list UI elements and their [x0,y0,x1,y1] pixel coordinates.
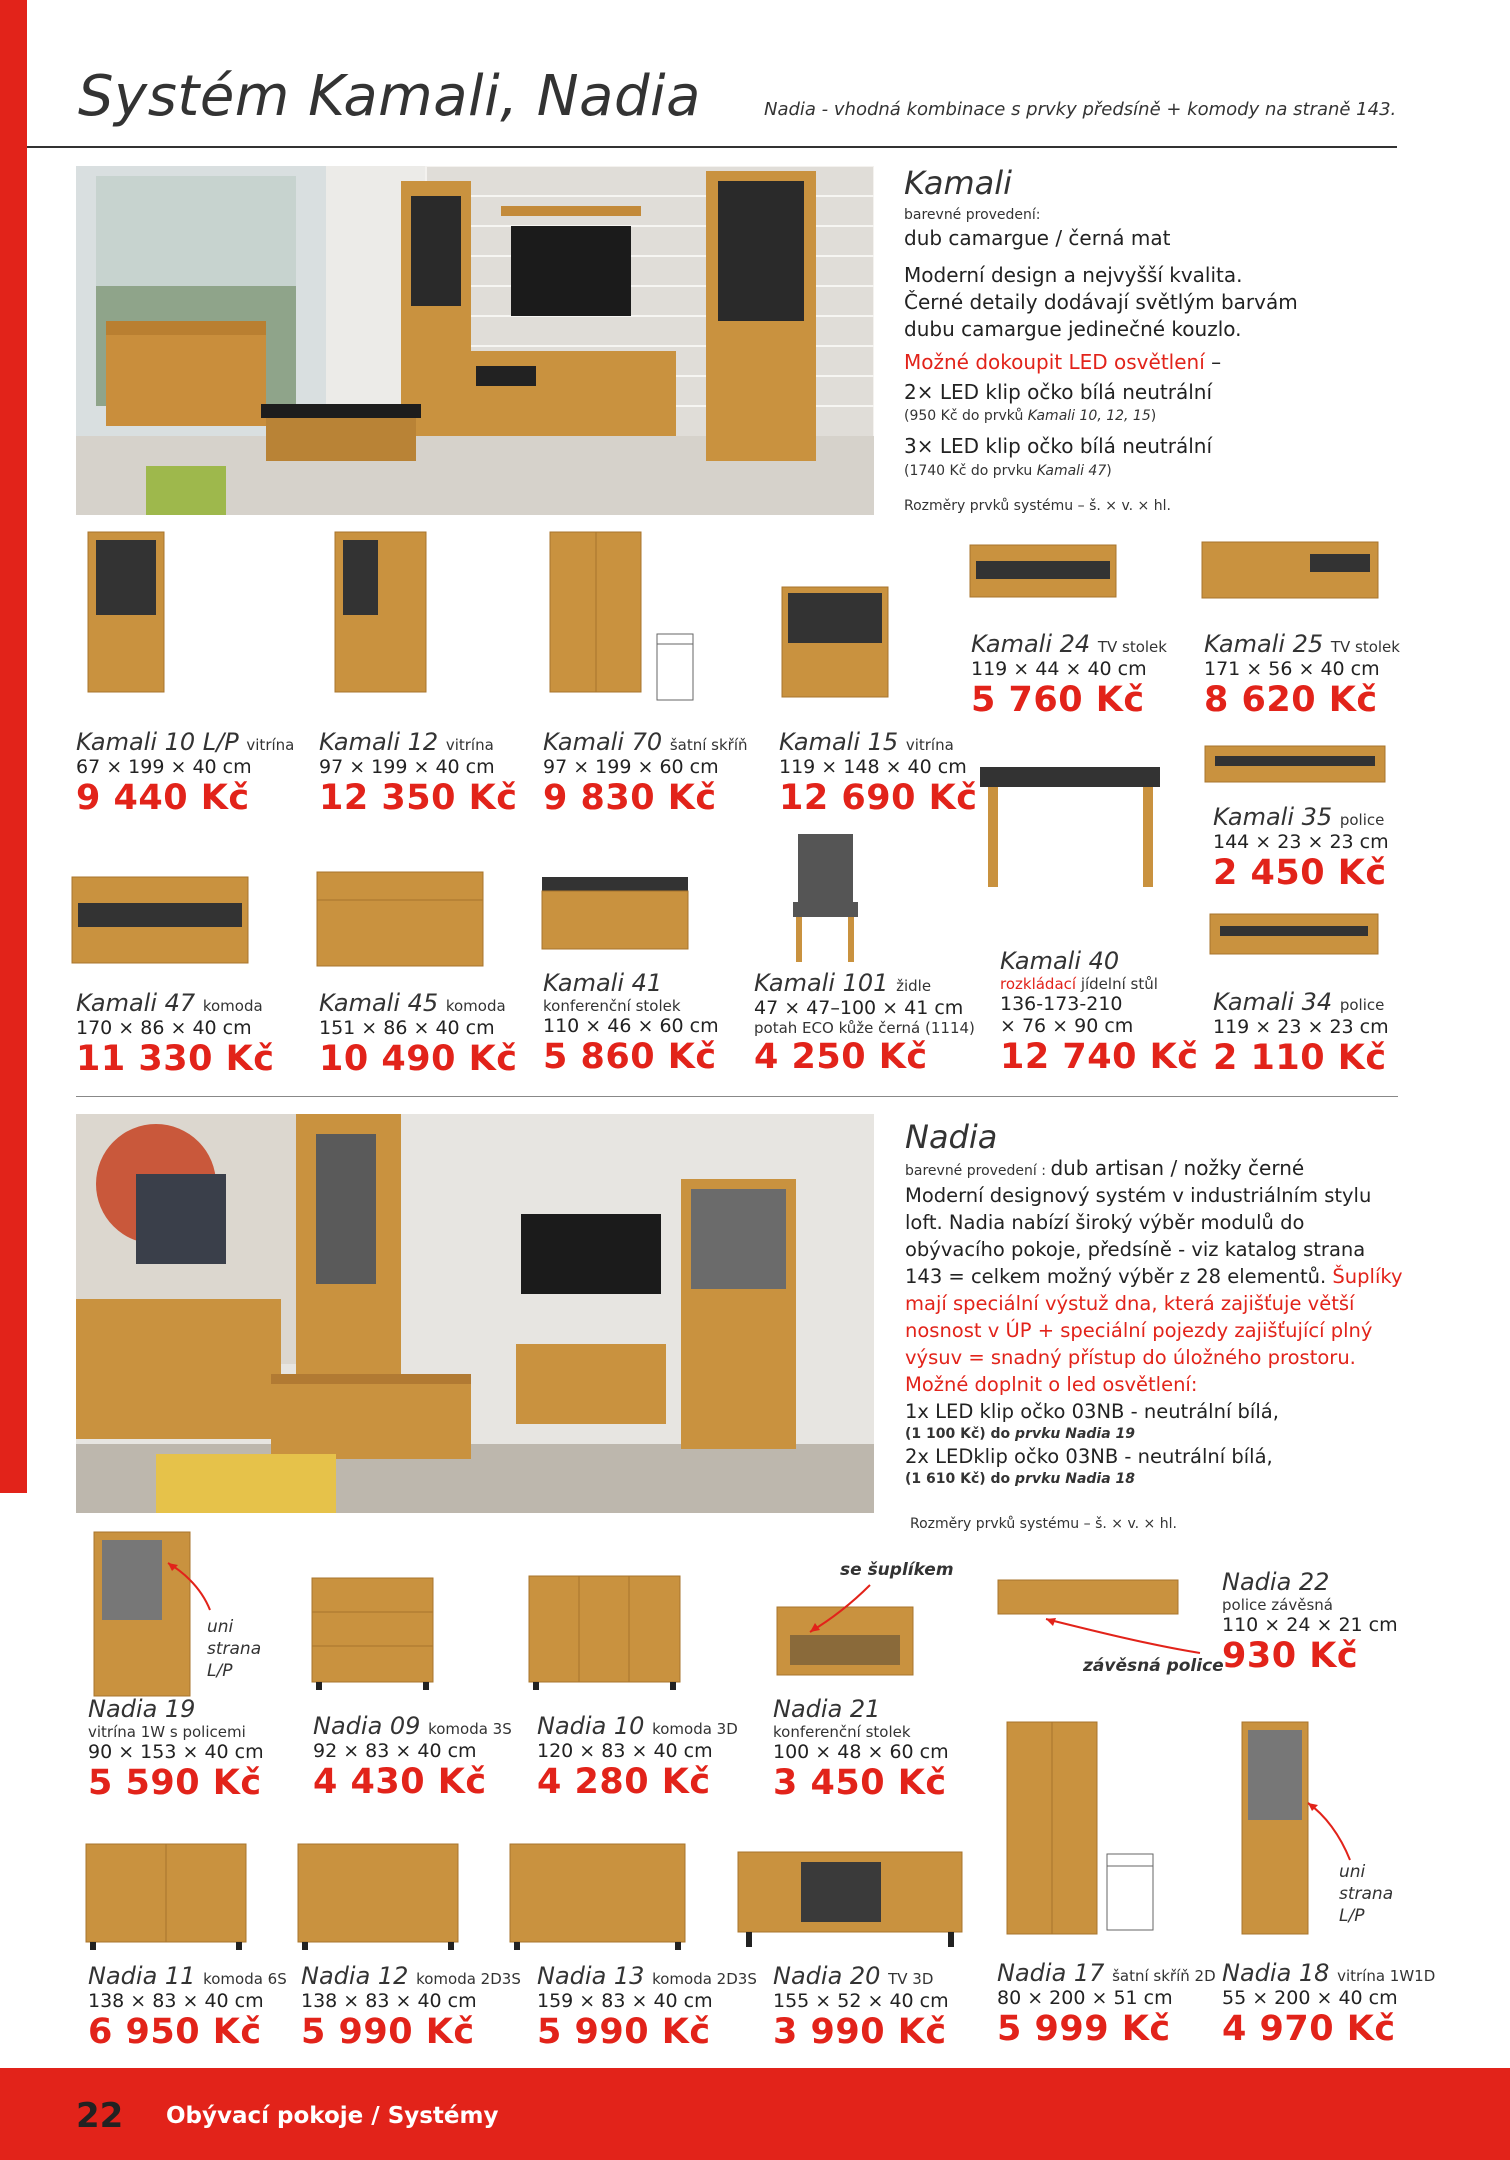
price: 3 450 Kč [773,1763,947,1803]
price: 9 440 Kč [76,778,250,818]
kamali-10-image [86,530,166,695]
page-number: 22 [76,2096,124,2136]
kamali-led2: 3× LED klip očko bílá neutrální [904,434,1213,458]
kamali-35-card: Kamali 35 police 144 × 23 × 23 cm 2 450 Kč [1213,803,1389,893]
kamali-color-value: dub camargue / černá mat [904,226,1171,250]
nadia-09-image [310,1576,435,1691]
price: 4 430 Kč [313,1762,487,1802]
uni-arrow-icon [160,1555,220,1615]
uni-label-1: uni strana L/P [207,1617,262,1681]
kamali-dims-note: Rozměry prvků systému – š. × v. × hl. [904,498,1171,514]
drawer-arrow-icon [800,1580,880,1640]
nadia-room-photo [76,1114,874,1513]
nadia-13-image [508,1842,688,1952]
section-divider [76,1096,1398,1097]
footer-section: Obývací pokoje / Systémy [166,2103,499,2129]
nadia-11-card: Nadia 11 komoda 6S 138 × 83 × 40 cm 6 950 Kč [88,1962,287,2052]
nadia-12-card: Nadia 12 komoda 2D3S 138 × 83 × 40 cm 5 990 Kč [301,1962,521,2052]
kamali-45-image [315,870,485,970]
kamali-room-photo [76,166,874,515]
header-rule [27,146,1397,148]
nadia-10-card: Nadia 10 komoda 3D 120 × 83 × 40 cm 4 280 Kč [537,1712,738,1802]
kamali-led1: 2× LED klip očko bílá neutrální [904,380,1213,404]
nadia-18-card: Nadia 18 vitrína 1W1D 55 × 200 × 40 cm 4 970 Kč [1222,1959,1436,2049]
price: 5 860 Kč [543,1037,717,1077]
se-suplikem-label: se šuplíkem [840,1560,954,1580]
kamali-101-image [778,832,868,967]
nadia-22-card: Nadia 22 police závěsná 110 × 24 × 21 cm 930 Kč [1222,1568,1398,1676]
page-subtitle: Nadia - vhodná kombinace s prvky předsíně + komody na straně 143. [764,99,1397,120]
price: 2 450 Kč [1213,853,1387,893]
page-title: Systém Kamali, Nadia [78,64,701,129]
kamali-led-title: Možné dokoupit LED osvětlení – [904,350,1222,374]
price: 9 830 Kč [543,778,717,818]
kamali-description: Moderní design a nejvyšší kvalita. Černé detaily dodávají světlým barvám dubu camargue jedinečné kouzlo. [904,263,1298,341]
kamali-41-card: Kamali 41 konferenční stolek 110 × 46 × 60 cm 5 860 Kč [543,969,719,1077]
price: 3 990 Kč [773,2012,947,2052]
nadia-22-image [996,1578,1181,1618]
price: 5 999 Kč [997,2009,1171,2049]
uni-arrow-icon-2 [1300,1795,1360,1865]
nadia-11-image [84,1842,249,1952]
kamali-heading: Kamali [904,164,1013,202]
price: 5 590 Kč [88,1763,262,1803]
price: 12 690 Kč [779,778,978,818]
kamali-34-image [1208,912,1380,957]
kamali-15-card: Kamali 15 vitrína 119 × 148 × 40 cm 12 690 Kč [779,728,978,818]
nadia-dims-note: Rozměry prvků systému – š. × v. × hl. [910,1516,1177,1532]
kamali-70-card: Kamali 70 šatní skříň 97 × 199 × 60 cm 9 830 Kč [543,728,748,818]
kamali-35-image [1203,744,1388,786]
nadia-20-card: Nadia 20 TV 3D 155 × 52 × 40 cm 3 990 Kč [773,1962,949,2052]
nadia-10-image [527,1574,682,1692]
price: 2 110 Kč [1213,1038,1387,1078]
price: 8 620 Kč [1204,680,1378,720]
kamali-25-image [1200,540,1380,602]
kamali-47-image [70,875,250,967]
kamali-10-card: Kamali 10 L/P vitrína 67 × 199 × 40 cm 9 440 Kč [76,728,295,818]
kamali-40-image [978,765,1163,890]
kamali-40-card: Kamali 40 rozkládací jídelní stůl 136-173-210 × 76 × 90 cm 12 740 Kč [1000,947,1199,1077]
nadia-12-image [296,1842,461,1952]
nadia-21-card: Nadia 21 konferenční stolek 100 × 48 × 60 cm 3 450 Kč [773,1695,949,1803]
kamali-led1-note: (950 Kč do prvků Kamali 10, 12, 15) [904,408,1157,424]
kamali-45-card: Kamali 45 komoda 151 × 86 × 40 cm 10 490 Kč [319,989,518,1079]
nadia-20-image [736,1842,966,1952]
kamali-24-image [968,543,1118,601]
nadia-13-card: Nadia 13 komoda 2D3S 159 × 83 × 40 cm 5 990 Kč [537,1962,757,2052]
price: 4 970 Kč [1222,2009,1396,2049]
zavesna-label: závěsná police [1083,1656,1224,1676]
nadia-17-card: Nadia 17 šatní skříň 2D 80 × 200 × 51 cm 5 999 Kč [997,1959,1216,2049]
kamali-70-interior-icon [655,632,695,702]
kamali-34-card: Kamali 34 police 119 × 23 × 23 cm 2 110 Kč [1213,988,1389,1078]
nadia-color: barevné provedení : dub artisan / nožky černé [905,1156,1305,1180]
nadia-heading: Nadia [905,1118,998,1156]
price: 12 740 Kč [1000,1037,1199,1077]
kamali-101-card: Kamali 101 židle 47 × 47–100 × 41 cm potah ECO kůže černá (1114) 4 250 Kč [754,969,975,1077]
kamali-15-image [780,585,890,700]
nadia-09-card: Nadia 09 komoda 3S 92 × 83 × 40 cm 4 430 Kč [313,1712,512,1802]
kamali-12-card: Kamali 12 vitrína 97 × 199 × 40 cm 12 350 Kč [319,728,518,818]
price: 4 250 Kč [754,1037,928,1077]
nadia-19-card: Nadia 19 vitrína 1W s policemi 90 × 153 × 40 cm 5 590 Kč [88,1695,264,1803]
price: 5 990 Kč [537,2012,711,2052]
price: 12 350 Kč [319,778,518,818]
left-accent-bar [0,0,27,1493]
price: 5 760 Kč [971,680,1145,720]
price: 6 950 Kč [88,2012,262,2052]
nadia-17-image [1005,1720,1100,1940]
kamali-25-card: Kamali 25 TV stolek 171 × 56 × 40 cm 8 620 Kč [1204,630,1400,720]
uni-label-2: uni strana L/P [1339,1862,1394,1926]
nadia-17-interior-icon [1105,1852,1155,1932]
price: 930 Kč [1222,1636,1359,1676]
kamali-led2-note: (1740 Kč do prvku Kamali 47) [904,463,1112,479]
shelf-arrow-icon [1040,1615,1210,1660]
price: 4 280 Kč [537,1762,711,1802]
kamali-12-image [333,530,428,695]
nadia-description: Moderní designový systém v industriálním stylu loft. Nadia nabízí široký výběr modulů do obývacího pokoje, předsíně - viz katalog strana 143 = celkem možný výběr z 28 elementů. Šuplíky mají speciální výstuž dna, která zajišťuje větší nosnost v ÚP + speciální pojezdy zajišťující plný výsuv = snadný přístup do úložného prostoru. Možné doplnit o led osvětlení: 1x LED klip očko 03NB - neutrální bílá, (1 100 Kč) do prvku Nadia 19 2x LEDklip očko 03NB - neutrální bílá, (1 610 Kč) do prvku Nadia 18 [905,1184,1403,1487]
price: 5 990 Kč [301,2012,475,2052]
price: 11 330 Kč [76,1039,275,1079]
kamali-41-image [540,875,690,955]
price: 10 490 Kč [319,1039,518,1079]
kamali-47-card: Kamali 47 komoda 170 × 86 × 40 cm 11 330 Kč [76,989,275,1079]
kamali-24-card: Kamali 24 TV stolek 119 × 44 × 40 cm 5 760 Kč [971,630,1167,720]
kamali-70-image [548,530,643,695]
kamali-color-label: barevné provedení: [904,207,1041,223]
